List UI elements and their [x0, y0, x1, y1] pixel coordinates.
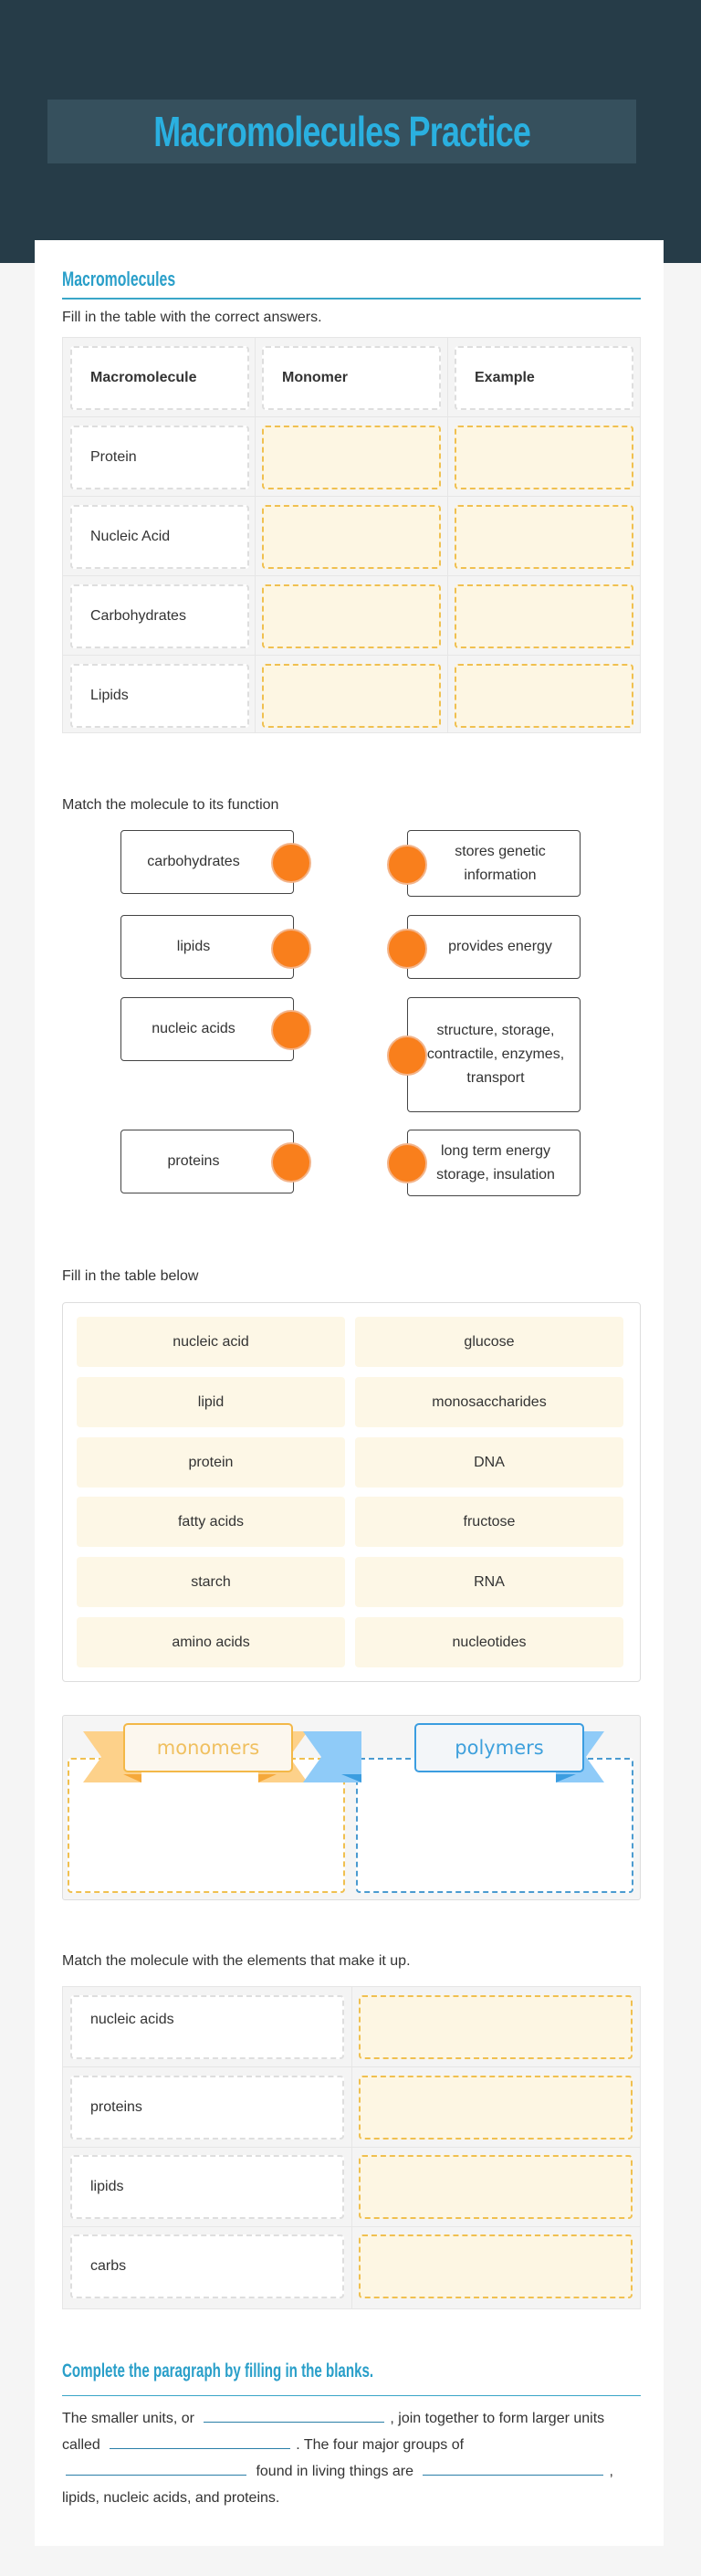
- elements-drop-zone[interactable]: [359, 2234, 633, 2298]
- word-chip[interactable]: protein: [77, 1437, 345, 1488]
- title-banner: [47, 100, 636, 163]
- matching-prompt: Match the molecule to its function: [62, 797, 279, 813]
- row-label: Carbohydrates: [70, 584, 249, 648]
- paragraph-text: The smaller units, or: [62, 2411, 194, 2426]
- word-chip[interactable]: starch: [77, 1557, 345, 1607]
- word-chip[interactable]: lipid: [77, 1377, 345, 1427]
- row-label: lipids: [70, 2155, 344, 2219]
- monomer-drop-zone[interactable]: [262, 505, 441, 569]
- table-row: [63, 417, 640, 497]
- connector-dot[interactable]: [271, 843, 311, 883]
- header-macromolecule: Macromolecule: [70, 346, 249, 410]
- connector-dot[interactable]: [387, 1143, 427, 1183]
- row-label: Nucleic Acid: [70, 505, 249, 569]
- connector-dot[interactable]: [387, 929, 427, 969]
- example-drop-zone[interactable]: [455, 584, 633, 648]
- connector-dot[interactable]: [387, 1036, 427, 1076]
- fill-in-paragraph: [62, 2405, 646, 2511]
- header-monomer: Monomer: [262, 346, 441, 410]
- word-chip[interactable]: fatty acids: [77, 1497, 345, 1547]
- row-label: Protein: [70, 426, 249, 489]
- section-title-macromolecules: Macromolecules: [62, 268, 176, 290]
- example-drop-zone[interactable]: [455, 426, 633, 489]
- connector-dot[interactable]: [387, 845, 427, 885]
- macromolecule-table: [62, 337, 641, 733]
- elements-drop-zone[interactable]: [359, 2155, 633, 2219]
- match-left-item[interactable]: [120, 830, 294, 894]
- match-right-item[interactable]: [407, 997, 581, 1112]
- category-sort: [62, 1715, 641, 1900]
- table-row: [63, 2067, 640, 2148]
- match-right-label: stores genetic information: [455, 843, 546, 883]
- row-label: Lipids: [70, 664, 249, 728]
- blank-input[interactable]: [204, 2406, 384, 2423]
- monomers-label: monomers: [123, 1723, 293, 1772]
- match-right-item[interactable]: [407, 915, 581, 979]
- match-right-label: long term energy storage, insulation: [436, 1142, 555, 1183]
- example-drop-zone[interactable]: [455, 505, 633, 569]
- elements-table: [62, 1986, 641, 2309]
- worksheet-card: [35, 240, 664, 2546]
- match-left-item[interactable]: [120, 1130, 294, 1193]
- table-row: [63, 1987, 640, 2067]
- section-divider: [62, 298, 641, 300]
- match-left-item[interactable]: [120, 997, 294, 1061]
- word-chip[interactable]: RNA: [355, 1557, 623, 1607]
- connector-dot[interactable]: [271, 1142, 311, 1183]
- blank-input[interactable]: [423, 2459, 603, 2476]
- connector-dot[interactable]: [271, 929, 311, 969]
- word-chip[interactable]: glucose: [355, 1317, 623, 1367]
- match-right-item[interactable]: [407, 830, 581, 897]
- row-label: nucleic acids: [70, 1995, 344, 2059]
- connector-dot[interactable]: [271, 1010, 311, 1050]
- section-title-paragraph: Complete the paragraph by filling in the blanks.: [62, 2360, 374, 2381]
- word-chip[interactable]: DNA: [355, 1437, 623, 1488]
- word-chip[interactable]: nucleotides: [355, 1617, 623, 1667]
- table-row: [63, 2226, 640, 2307]
- word-chip[interactable]: nucleic acid: [77, 1317, 345, 1367]
- elements-drop-zone[interactable]: [359, 1995, 633, 2059]
- page-title: Macromolecules Practice: [153, 108, 530, 155]
- word-chip[interactable]: amino acids: [77, 1617, 345, 1667]
- blank-input[interactable]: [110, 2433, 290, 2449]
- match-right-label: structure, storage, contractile, enzymes, transport: [426, 1023, 565, 1086]
- polymers-label: polymers: [414, 1723, 584, 1772]
- table-row: [63, 576, 640, 656]
- elements-drop-zone[interactable]: [359, 2076, 633, 2140]
- table-prompt: Fill in the table with the correct answers.: [62, 310, 322, 325]
- table-row: [63, 497, 640, 576]
- match-left-label: lipids: [176, 939, 211, 954]
- table-header-row: [63, 338, 640, 417]
- word-chip[interactable]: fructose: [355, 1497, 623, 1547]
- row-label: proteins: [70, 2076, 344, 2140]
- match-left-label: carbohydrates: [147, 854, 240, 869]
- section-divider: [62, 2395, 641, 2396]
- paragraph-text: found in living things are: [256, 2464, 414, 2479]
- match-left-label: proteins: [167, 1153, 220, 1169]
- match-left-label: nucleic acids: [152, 1021, 235, 1036]
- blank-input[interactable]: [66, 2459, 246, 2476]
- elements-prompt: Match the molecule with the elements that make it up.: [62, 1953, 411, 1969]
- word-chip[interactable]: monosaccharides: [355, 1377, 623, 1427]
- table-row: [63, 2147, 640, 2227]
- match-right-label: provides energy: [448, 939, 552, 954]
- match-left-item[interactable]: [120, 915, 294, 979]
- paragraph-text: . The four major groups of: [296, 2437, 465, 2453]
- match-right-item[interactable]: [407, 1130, 581, 1196]
- table-row: [63, 656, 640, 735]
- paragraph-text: , lipids, nucleic acids, and proteins.: [62, 2464, 613, 2506]
- row-label: carbs: [70, 2234, 344, 2298]
- monomer-drop-zone[interactable]: [262, 664, 441, 728]
- paragraph-text: , join together to form larger units called: [62, 2411, 605, 2453]
- word-bank: [62, 1302, 641, 1682]
- example-drop-zone[interactable]: [455, 664, 633, 728]
- monomer-drop-zone[interactable]: [262, 584, 441, 648]
- monomer-drop-zone[interactable]: [262, 426, 441, 489]
- header-example: Example: [455, 346, 633, 410]
- word-bank-prompt: Fill in the table below: [62, 1268, 199, 1284]
